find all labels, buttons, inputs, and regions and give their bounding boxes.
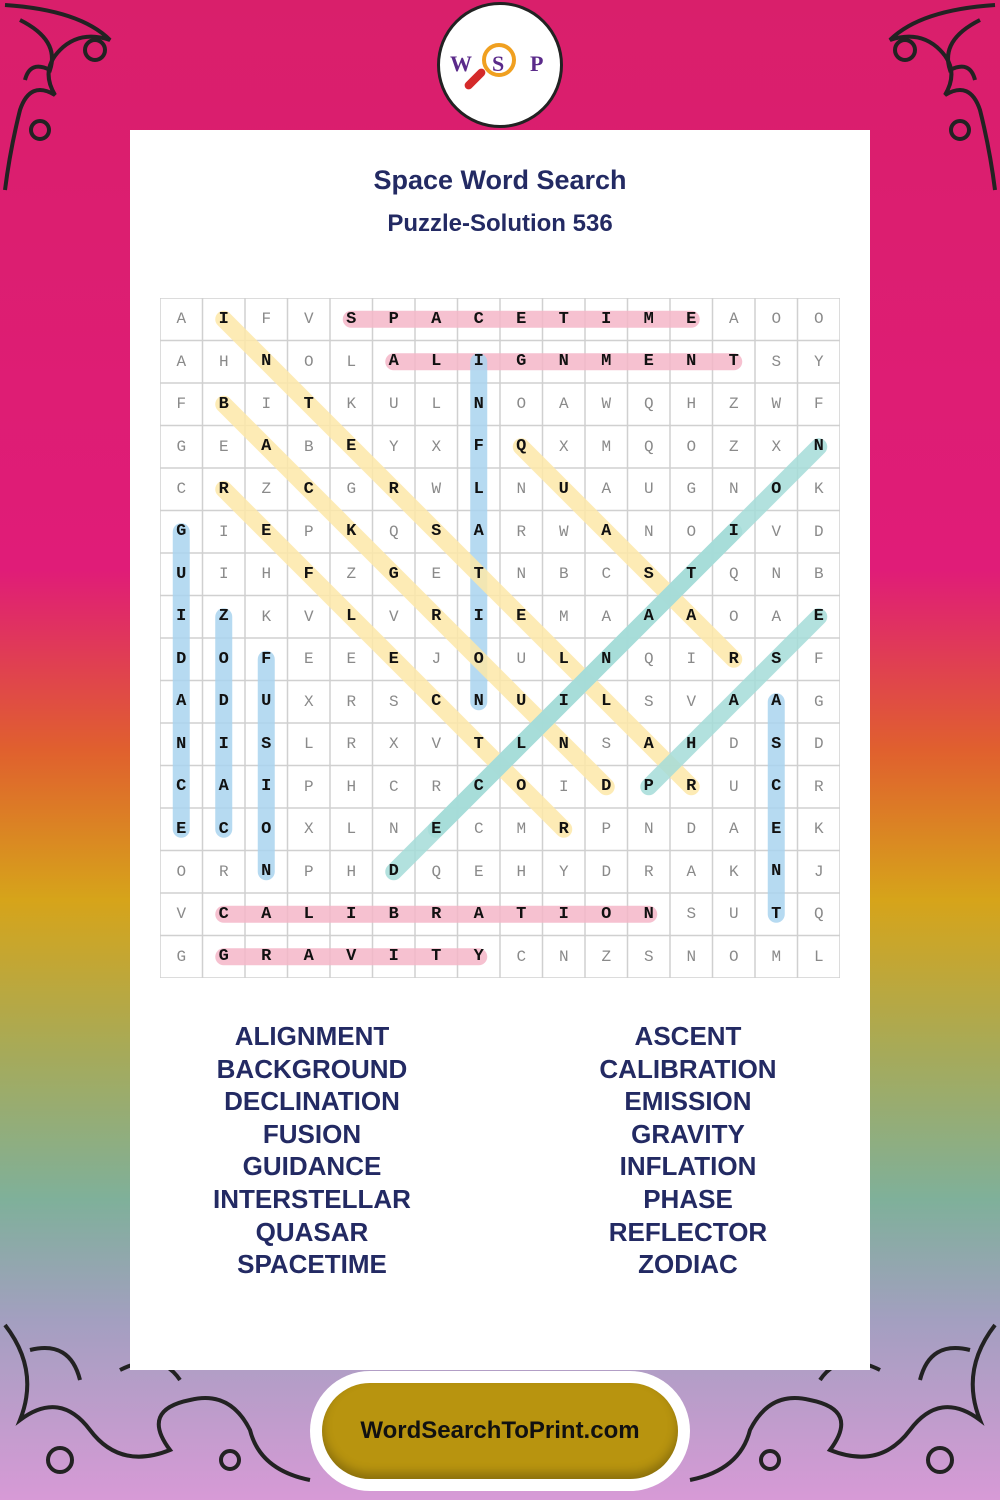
grid-cell: D xyxy=(813,735,824,754)
grid-cell: S xyxy=(388,692,399,711)
grid-cell: S xyxy=(601,735,612,754)
grid-cell: V xyxy=(388,607,399,626)
grid-cell: X xyxy=(303,820,314,839)
grid-cell: O xyxy=(771,479,782,499)
grid-cell: L xyxy=(346,352,357,371)
grid-cell: Q xyxy=(516,437,527,457)
grid-cell: J xyxy=(431,650,442,669)
grid-cell: K xyxy=(346,395,357,414)
grid-cell: A xyxy=(261,437,272,457)
grid-cell: L xyxy=(303,735,314,754)
grid-cell: R xyxy=(431,777,442,796)
grid-cell: V xyxy=(346,947,357,967)
grid-cell: N xyxy=(558,734,569,754)
grid-cell: N xyxy=(643,522,654,541)
grid-cell: E xyxy=(431,819,442,839)
grid-cell: I xyxy=(558,777,569,796)
grid-cell: X xyxy=(388,735,399,754)
grid-cell: I xyxy=(218,309,229,329)
grid-cell: N xyxy=(473,394,484,414)
grid-cell: P xyxy=(303,522,314,541)
grid-cell: V xyxy=(771,522,782,541)
grid-cell: Y xyxy=(813,352,824,371)
grid-cell: O xyxy=(728,607,739,626)
grid-cell: S xyxy=(771,649,782,669)
grid-cell: I xyxy=(601,309,612,329)
grid-cell: P xyxy=(601,820,612,839)
grid-cell: A xyxy=(558,395,569,414)
word-list-item: GRAVITY xyxy=(631,1118,745,1149)
grid-cell: U xyxy=(388,395,399,414)
grid-cell: A xyxy=(473,904,484,924)
grid-cell: H xyxy=(516,862,527,881)
grid-cell: N xyxy=(771,862,782,882)
grid-cell: O xyxy=(728,947,739,966)
grid-cell: S xyxy=(686,905,697,924)
word-list-item: ALIGNMENT xyxy=(234,1021,390,1051)
grid-cell: C xyxy=(473,820,484,839)
grid-cell: L xyxy=(431,352,442,372)
grid-cell: R xyxy=(218,479,229,499)
grid-cell: E xyxy=(346,437,357,457)
grid-cell: B xyxy=(558,565,569,584)
grid-cell: W xyxy=(431,480,442,499)
grid-cell: T xyxy=(728,352,739,372)
grid-cell: R xyxy=(558,819,569,839)
grid-cell: D xyxy=(686,820,697,839)
grid-cell: G xyxy=(176,522,187,542)
grid-cell: Z xyxy=(601,947,612,966)
grid-cell: R xyxy=(218,862,229,881)
grid-cell: F xyxy=(261,649,272,669)
grid-cell: I xyxy=(261,395,272,414)
grid-cell: H xyxy=(218,352,229,371)
grid-cell: S xyxy=(643,564,654,584)
footer-url-pill[interactable] xyxy=(310,1371,690,1491)
grid-cell: A xyxy=(728,820,739,839)
grid-cell: G xyxy=(813,692,824,711)
grid-cell: F xyxy=(303,564,314,584)
grid-cell: Q xyxy=(643,437,654,456)
grid-cell: A xyxy=(261,904,272,924)
grid-cell: A xyxy=(601,522,612,542)
grid-cell: I xyxy=(473,352,484,372)
grid-cell: A xyxy=(686,607,697,627)
grid-cell: A xyxy=(728,692,739,712)
grid-cell: E xyxy=(516,309,527,329)
grid-cell: U xyxy=(728,905,739,924)
grid-cell: A xyxy=(473,522,484,542)
grid-cell: C xyxy=(516,947,527,966)
grid-cell: N xyxy=(261,352,272,372)
logo-letter-p: P xyxy=(530,51,544,76)
grid-cell: E xyxy=(813,607,824,627)
grid-cell: T xyxy=(516,904,527,924)
grid-cell: P xyxy=(303,777,314,796)
grid-cell: F xyxy=(176,395,187,414)
grid-cell: S xyxy=(261,734,272,754)
grid-cell: G xyxy=(176,947,187,966)
grid-cell: G xyxy=(218,947,229,967)
grid-cell: I xyxy=(218,522,229,541)
grid-cell: A xyxy=(176,310,187,329)
word-list-item: REFLECTOR xyxy=(608,1216,768,1247)
grid-cell: T xyxy=(473,564,484,584)
grid-cell: Q xyxy=(813,905,824,924)
top-left-ornament xyxy=(0,0,150,200)
grid-cell: R xyxy=(346,735,357,754)
grid-cell: A xyxy=(686,862,697,881)
site-logo[interactable] xyxy=(437,2,563,128)
grid-cell: N xyxy=(176,734,187,754)
grid-cell: K xyxy=(261,607,272,626)
grid-cell: B xyxy=(388,904,399,924)
grid-cell: C xyxy=(473,309,484,329)
grid-cell: C xyxy=(176,777,187,797)
grid-cell: W xyxy=(771,395,782,414)
grid-cell: O xyxy=(218,649,229,669)
grid-cell: L xyxy=(346,607,357,627)
grid-cell: N xyxy=(473,692,484,712)
grid-cell: O xyxy=(473,649,484,669)
grid-cell: N xyxy=(728,480,739,499)
grid-cell: T xyxy=(473,734,484,754)
grid-cell: N xyxy=(558,352,569,372)
word-list-right xyxy=(538,1020,838,1281)
grid-cell: A xyxy=(728,310,739,329)
grid-cell: M xyxy=(558,607,569,626)
grid-cell: P xyxy=(388,309,399,329)
grid-cell: W xyxy=(558,522,569,541)
grid-cell: M xyxy=(601,437,612,456)
grid-cell: O xyxy=(516,777,527,797)
grid-cell: C xyxy=(388,777,399,796)
grid-cell: T xyxy=(686,564,697,584)
grid-cell: Q xyxy=(388,522,399,541)
grid-cell: O xyxy=(176,862,187,881)
grid-cell: A xyxy=(176,692,187,712)
grid-cell: O xyxy=(261,819,272,839)
grid-cell: C xyxy=(473,777,484,797)
grid-cell: V xyxy=(686,692,697,711)
grid-cell: N xyxy=(516,565,527,584)
word-list-item: ZODIAC xyxy=(638,1249,738,1280)
grid-cell: E xyxy=(431,565,442,584)
grid-cell: R xyxy=(516,522,527,541)
grid-cell: I xyxy=(388,947,399,967)
word-list-item: GUIDANCE xyxy=(242,1151,382,1182)
grid-cell: O xyxy=(601,904,612,924)
grid-cell: T xyxy=(431,947,442,967)
grid-cell: A xyxy=(388,352,399,372)
word-list-item: DECLINATION xyxy=(224,1086,400,1117)
grid-cell: J xyxy=(813,862,824,881)
grid-cell: V xyxy=(176,905,187,924)
grid-cell: H xyxy=(686,395,697,414)
grid-cell: F xyxy=(813,650,824,669)
grid-cell: S xyxy=(771,734,782,754)
grid-cell: N xyxy=(558,947,569,966)
grid-cell: M xyxy=(601,352,612,372)
grid-cell: T xyxy=(303,394,314,414)
grid-cell: I xyxy=(176,607,187,627)
grid-cell: B xyxy=(813,565,824,584)
grid-cell: C xyxy=(771,777,782,797)
grid-cell: Z xyxy=(261,480,272,499)
grid-cell: R xyxy=(261,947,272,967)
grid-cell: X xyxy=(431,437,442,456)
grid-cell: L xyxy=(303,904,314,924)
word-list-item: QUASAR xyxy=(255,1216,369,1247)
grid-cell: C xyxy=(218,819,229,839)
grid-cell: A xyxy=(643,734,654,754)
grid-cell: Q xyxy=(643,650,654,669)
word-list-item: SPACETIME xyxy=(237,1249,387,1280)
word-list-item: CALIBRATION xyxy=(599,1053,777,1084)
grid-cell: C xyxy=(218,904,229,924)
grid-cell: T xyxy=(558,309,569,329)
grid-cell: U xyxy=(558,479,569,499)
grid-cell: K xyxy=(728,862,739,881)
grid-cell: L xyxy=(813,947,824,966)
grid-cell: N xyxy=(601,649,612,669)
grid-cell: V xyxy=(431,735,442,754)
footer-url-button[interactable] xyxy=(322,1383,678,1479)
grid-cell: Z xyxy=(728,395,739,414)
grid-cell: N xyxy=(686,352,697,372)
grid-cell: S xyxy=(771,352,782,371)
grid-cell: H xyxy=(346,862,357,881)
grid-cell: Z xyxy=(218,607,229,627)
grid-cell: L xyxy=(346,820,357,839)
grid-cell: Z xyxy=(728,437,739,456)
grid-cell: R xyxy=(643,862,654,881)
grid-cell: Y xyxy=(558,862,569,881)
grid-cell: K xyxy=(346,522,357,542)
grid-cell: G xyxy=(346,480,357,499)
grid-cell: L xyxy=(473,479,484,499)
grid-cell: O xyxy=(303,352,314,371)
grid-cell: S xyxy=(643,692,654,711)
grid-cell: H xyxy=(261,565,272,584)
grid-cell: F xyxy=(473,437,484,457)
grid-cell: I xyxy=(558,692,569,712)
grid-cell: H xyxy=(346,777,357,796)
grid-cell: R xyxy=(431,904,442,924)
grid-cell: A xyxy=(771,692,782,712)
word-list-item: INFLATION xyxy=(619,1151,757,1182)
grid-cell: Q xyxy=(431,862,442,881)
grid-cell: C xyxy=(431,692,442,712)
grid-cell: L xyxy=(601,692,612,712)
grid-cell: B xyxy=(218,394,229,414)
letter-grid xyxy=(160,298,840,978)
grid-cell: T xyxy=(771,904,782,924)
grid-cell: I xyxy=(558,904,569,924)
grid-cell: L xyxy=(558,649,569,669)
grid-cell: I xyxy=(218,734,229,754)
grid-cell: N xyxy=(388,820,399,839)
grid-cell: E xyxy=(388,649,399,669)
grid-cell: L xyxy=(516,734,527,754)
grid-cell: Q xyxy=(643,395,654,414)
grid-cell: I xyxy=(261,777,272,797)
grid-cell: N xyxy=(813,437,824,457)
grid-cell: E xyxy=(771,819,782,839)
grid-cell: E xyxy=(303,650,314,669)
grid-cell: O xyxy=(771,310,782,329)
grid-cell: R xyxy=(346,692,357,711)
grid-cell: S xyxy=(431,522,442,542)
grid-cell: C xyxy=(601,565,612,584)
grid-cell: S xyxy=(643,947,654,966)
logo-letter-w: W xyxy=(450,51,472,76)
grid-cell: Y xyxy=(473,947,484,967)
grid-cell: V xyxy=(303,310,314,329)
grid-cell: N xyxy=(643,820,654,839)
grid-cell: U xyxy=(261,692,272,712)
grid-cell: I xyxy=(728,522,739,542)
grid-cell: D xyxy=(601,862,612,881)
grid-cell: C xyxy=(303,479,314,499)
grid-cell: N xyxy=(686,947,697,966)
grid-cell: N xyxy=(261,862,272,882)
grid-cell: E xyxy=(261,522,272,542)
grid-cell: A xyxy=(643,607,654,627)
grid-cell: A xyxy=(303,947,314,967)
grid-cell: H xyxy=(686,734,697,754)
footer-url-text: WordSearchToPrint.com xyxy=(360,1417,640,1444)
grid-cell: B xyxy=(303,437,314,456)
grid-cell: R xyxy=(813,777,824,796)
grid-cell: R xyxy=(388,479,399,499)
grid-cell: G xyxy=(516,352,527,372)
grid-cell: K xyxy=(813,480,824,499)
grid-cell: Y xyxy=(388,437,399,456)
grid-cell: N xyxy=(771,565,782,584)
grid-cell: D xyxy=(176,649,187,669)
grid-cell: D xyxy=(218,692,229,712)
grid-cell: D xyxy=(601,777,612,797)
grid-cell: O xyxy=(516,395,527,414)
grid-cell: I xyxy=(346,904,357,924)
word-search-grid xyxy=(160,298,840,978)
word-list-item: INTERSTELLAR xyxy=(213,1183,411,1214)
grid-cell: U xyxy=(728,777,739,796)
grid-cell: L xyxy=(431,395,442,414)
grid-cell: A xyxy=(601,607,612,626)
grid-cell: M xyxy=(643,309,654,329)
grid-cell: R xyxy=(728,649,739,669)
grid-cell: D xyxy=(813,522,824,541)
grid-cell: Z xyxy=(346,565,357,584)
grid-cell: X xyxy=(303,692,314,711)
grid-cell: E xyxy=(346,650,357,669)
grid-cell: G xyxy=(686,480,697,499)
grid-cell: A xyxy=(218,777,229,797)
word-list-item: EMISSION xyxy=(624,1086,752,1117)
grid-cell: M xyxy=(771,947,782,966)
grid-cell: D xyxy=(388,862,399,882)
grid-cell: E xyxy=(176,819,187,839)
grid-cell: A xyxy=(601,480,612,499)
grid-cell: U xyxy=(643,480,654,499)
grid-cell: E xyxy=(516,607,527,627)
grid-cell: A xyxy=(176,352,187,371)
grid-cell: N xyxy=(643,904,654,924)
grid-cell: O xyxy=(686,522,697,541)
word-list-item: BACKGROUND xyxy=(216,1053,408,1084)
grid-cell: U xyxy=(176,564,187,584)
grid-cell: Q xyxy=(728,565,739,584)
grid-cell: O xyxy=(813,310,824,329)
grid-cell: U xyxy=(516,692,527,712)
logo-letter-s: S xyxy=(492,51,505,76)
grid-cell: A xyxy=(431,309,442,329)
word-list-item: FUSION xyxy=(262,1118,362,1149)
grid-cell: E xyxy=(473,862,484,881)
grid-cell: W xyxy=(601,395,612,414)
grid-cell: I xyxy=(686,650,697,669)
grid-cell: V xyxy=(303,607,314,626)
grid-cell: X xyxy=(771,437,782,456)
grid-cell: A xyxy=(771,607,782,626)
grid-cell: E xyxy=(686,309,697,329)
grid-cell: N xyxy=(516,480,527,499)
grid-cell: X xyxy=(558,437,569,456)
grid-cell: K xyxy=(813,820,824,839)
grid-cell: O xyxy=(686,437,697,456)
grid-cell: E xyxy=(218,437,229,456)
grid-cell: F xyxy=(813,395,824,414)
grid-cell: R xyxy=(686,777,697,797)
page-title: Space Word Search xyxy=(373,165,627,195)
grid-cell: C xyxy=(176,480,187,499)
grid-cell: I xyxy=(218,565,229,584)
grid-cell: P xyxy=(643,777,654,797)
page-subtitle: Puzzle-Solution 536 xyxy=(387,210,613,237)
grid-cell: S xyxy=(346,309,357,329)
grid-cell: F xyxy=(261,310,272,329)
grid-cell: M xyxy=(516,820,527,839)
grid-cell: I xyxy=(473,607,484,627)
grid-cell: G xyxy=(388,564,399,584)
grid-cell: P xyxy=(303,862,314,881)
grid-cell: D xyxy=(728,735,739,754)
word-list-item: ASCENT xyxy=(634,1021,742,1051)
grid-cell: U xyxy=(516,650,527,669)
word-list-item: PHASE xyxy=(643,1183,733,1214)
grid-cell: G xyxy=(176,437,187,456)
word-list-left xyxy=(162,1020,462,1281)
grid-cell: R xyxy=(431,607,442,627)
grid-cell: E xyxy=(643,352,654,372)
puzzle-card xyxy=(130,130,870,1370)
